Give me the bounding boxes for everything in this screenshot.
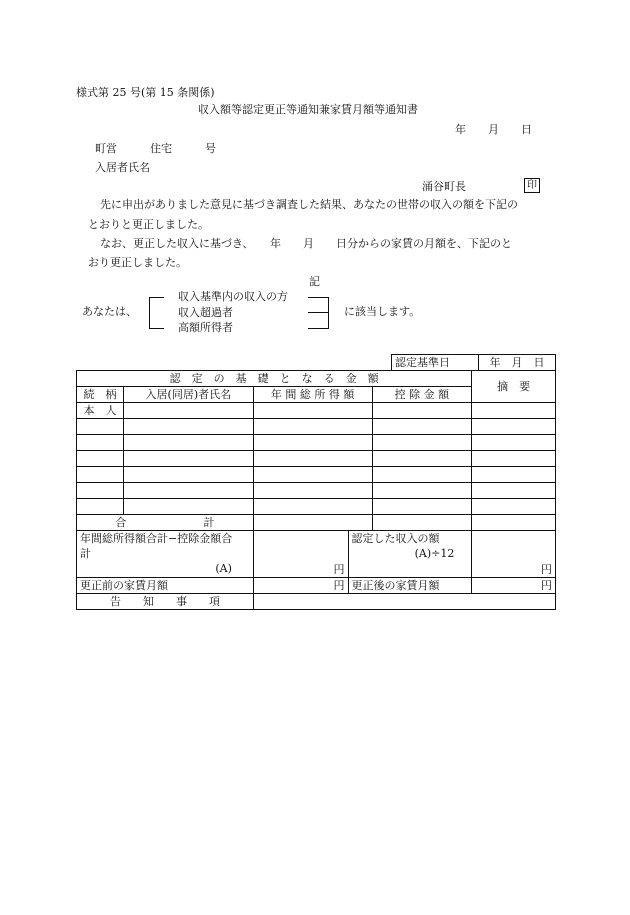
- total-income-cell: [253, 515, 372, 531]
- certified-label: 認定した収入の額: [351, 532, 440, 545]
- ref-date-label: 認定基準日: [392, 355, 479, 371]
- rent-before-amount: [253, 578, 348, 594]
- bracket-mid-line: [308, 312, 328, 313]
- table-row: [77, 467, 556, 483]
- reference-date-table: [391, 354, 556, 371]
- right-bracket: [308, 297, 329, 329]
- option-high-income: 高額所得者: [178, 321, 233, 334]
- calc-amount-cell: [253, 531, 348, 578]
- total-label: 合 計: [77, 515, 254, 531]
- paragraph-1-line-1: 先に申出がありました意見に基づき調査した結果、あなたの世帯の収入の額を下記の: [100, 198, 518, 211]
- total-deduction-cell: [372, 515, 472, 531]
- paragraph-2-line-1: なお、更正した収入に基づき、 年 月 日分からの家賃の月額を、下記のと: [100, 237, 513, 250]
- notice-content: [253, 594, 555, 610]
- address-line: 町営 住宅 号: [95, 142, 216, 155]
- table-row: [77, 451, 556, 467]
- table-cell: [472, 403, 556, 419]
- calc-label-line-2: 計: [80, 547, 91, 560]
- rent-after-label: 更正後の家賃月額: [348, 578, 472, 594]
- calculation-table: [76, 530, 556, 610]
- basis-header: 認 定 の 基 礎 と な る 金 額: [77, 371, 472, 387]
- certified-label-cell: [348, 531, 472, 578]
- issue-date: 年 月 日: [455, 123, 532, 136]
- table-cell: [123, 403, 253, 419]
- table-row: [77, 435, 556, 451]
- calc-label: [77, 531, 254, 578]
- form-number: 様式第 25 号(第 15 条関係): [76, 86, 215, 99]
- table-row: [77, 499, 556, 515]
- certified-amount-cell: [472, 531, 556, 578]
- option-income-exceeder: 収入超過者: [178, 306, 233, 319]
- left-bracket: [149, 297, 164, 329]
- yen-unit: 円: [541, 579, 552, 592]
- first-row-label: 本 人: [77, 403, 124, 419]
- col-deduction: 控 除 金 額: [372, 387, 472, 403]
- classification-prefix: あなたは、: [82, 305, 137, 318]
- seal-mark: 印: [524, 178, 540, 193]
- table-row: [77, 403, 556, 419]
- yen-unit: 円: [541, 563, 552, 576]
- yen-unit: 円: [333, 579, 345, 592]
- income-basis-table: [76, 370, 556, 531]
- yen-unit: 円: [333, 563, 345, 576]
- resident-name-label: 入居者氏名: [95, 161, 150, 174]
- col-name: 入居(同居)者氏名: [123, 387, 253, 403]
- remarks-header: 摘 要: [472, 371, 556, 403]
- paragraph-1-line-2: とおりと更正しました。: [88, 218, 209, 231]
- issuer-name: 涌谷町長: [422, 180, 466, 193]
- calc-label-a: (A): [215, 562, 232, 575]
- ref-date-value: 年 月 日: [479, 355, 556, 371]
- table-cell: [372, 403, 472, 419]
- option-within-standard: 収入基準内の収入の方: [178, 290, 288, 303]
- total-remarks-cell: [472, 515, 556, 531]
- paragraph-2-line-2: おり更正しました。: [88, 256, 187, 269]
- col-income: 年 間 総 所 得 額: [253, 387, 372, 403]
- table-cell: [253, 403, 372, 419]
- classification-suffix: に該当します。: [344, 305, 421, 318]
- table-row: [77, 419, 556, 435]
- rent-after-amount: [472, 578, 556, 594]
- col-relation: 続 柄: [77, 387, 124, 403]
- document-title: 収入額等認定更正等通知兼家賃月額等通知書: [198, 103, 418, 116]
- table-row: [77, 483, 556, 499]
- calc-label-line-1: 年間総所得額合計−控除金額合: [80, 532, 233, 545]
- certified-formula: (A)÷12: [414, 547, 455, 560]
- ki-heading: 記: [309, 275, 320, 288]
- notice-label: 告 知 事 項: [77, 594, 254, 610]
- rent-before-label: 更正前の家賃月額: [77, 578, 254, 594]
